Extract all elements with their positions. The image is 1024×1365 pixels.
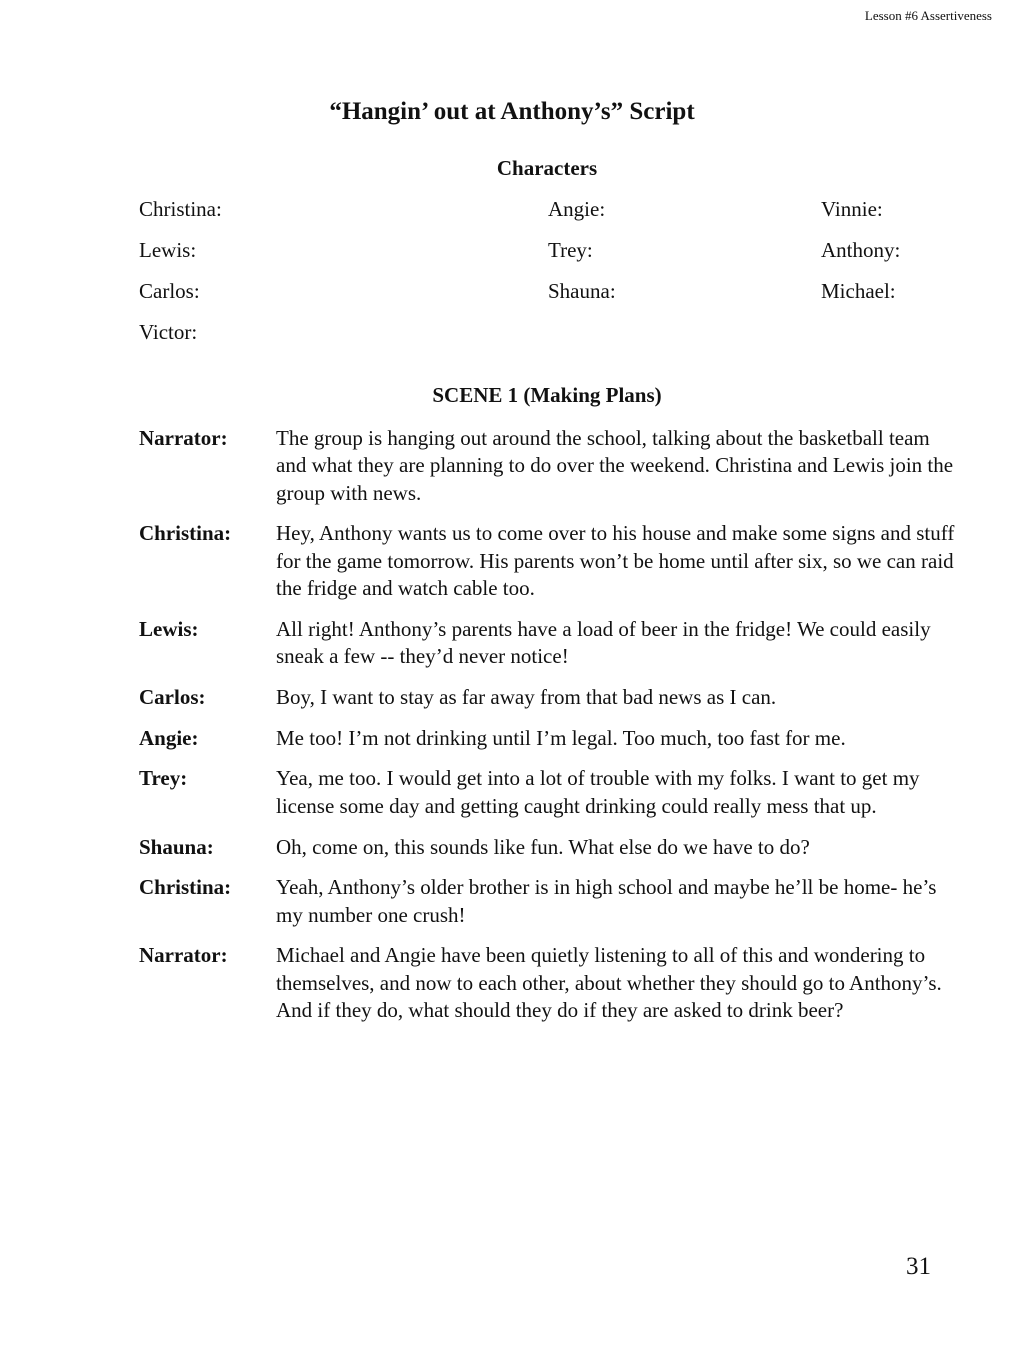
document-title: “Hangin’ out at Anthony’s” Script [329,98,695,125]
dialogue-text: All right! Anthony’s parents have a load of beer in the fridge! We could easily sneak a few -- they’d never notice! [276,616,931,669]
dialogue-text: Boy, I want to stay as far away from that bad news as I can. [276,684,777,709]
character-name: Angie: [548,197,606,221]
dialogue-text: Michael and Angie have been quietly listening to all of this and wondering to themselves, and now to each other, about whether they should go to Anthony’s. And if they do, what should they do if they are asked to drink beer? [276,943,942,1023]
script-line [139,942,959,1024]
speaker-label: Trey: [139,766,188,791]
characters-heading: Characters [496,156,598,180]
character-name: Anthony: [821,238,901,262]
character-row [139,279,959,320]
script-line [139,425,959,507]
character-list [139,197,959,361]
speaker-label: Narrator: [139,943,228,968]
character-row [139,197,959,238]
scene-heading: SCENE 1 (Making Plans) [432,383,662,407]
script-line [139,765,959,820]
character-name: Carlos: [139,279,200,303]
character-name: Lewis: [139,238,197,262]
speaker-label: Lewis: [139,616,199,641]
lesson-header: Lesson #6 Assertiveness [864,8,992,23]
dialogue-text: Oh, come on, this sounds like fun. What else do we have to do? [276,834,810,859]
dialogue-text: Yeah, Anthony’s older brother is in high school and maybe he’ll be home- he’s my number one crush! [276,875,937,927]
speaker-label: Christina: [139,521,232,546]
page-number: 31 [906,1253,931,1280]
script-line [139,520,959,602]
dialogue-text: Yea, me too. I would get into a lot of trouble with my folks. I want to get my license some day and getting caught drinking could really mess that up. [276,766,920,818]
dialogue-text: The group is hanging out around the school, talking about the basketball team and what they are planning to do over the weekend. Christina and Lewis join the group with news. [276,426,954,505]
character-name: Christina: [139,197,222,221]
speaker-label: Narrator: [139,426,228,450]
speaker-label: Angie: [139,725,199,750]
speaker-label: Carlos: [139,684,206,709]
character-name: Michael: [821,279,896,303]
speaker-label: Christina: [139,875,232,900]
character-name: Shauna: [548,279,616,303]
script-line [139,616,959,671]
dialogue-text: Hey, Anthony wants us to come over to his house and make some signs and stuff for the game tomorrow. His parents won’t be home until after six, so we can raid the fridge and watch cable too. [276,521,955,600]
character-name: Vinnie: [821,197,883,221]
character-name: Victor: [139,320,198,344]
script-body [139,425,959,1038]
script-line [139,725,959,752]
character-row [139,320,959,361]
script-line [139,834,959,861]
speaker-label: Shauna: [139,834,214,859]
dialogue-text: Me too! I’m not drinking until I’m legal. Too much, too fast for me. [276,725,846,750]
character-row [139,238,959,279]
character-name: Trey: [548,238,593,262]
script-line [139,874,959,929]
script-line [139,684,959,711]
